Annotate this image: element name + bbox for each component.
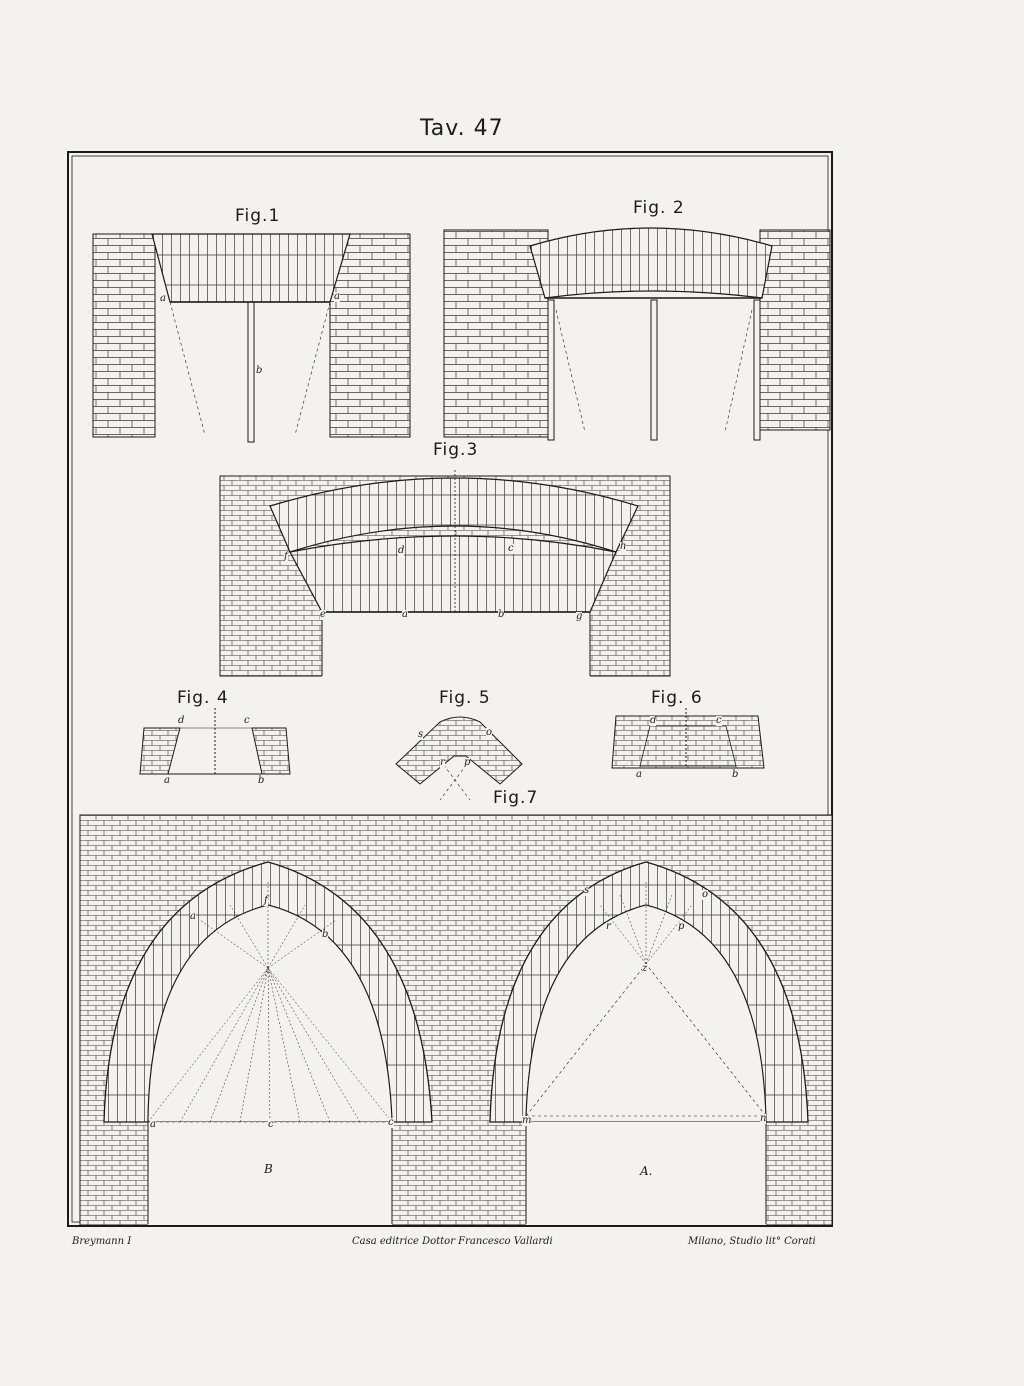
fig7-letter-z: z bbox=[642, 963, 648, 974]
footer-publisher: Casa editrice Dottor Francesco Vallardi bbox=[352, 1236, 553, 1247]
fig2-drawing bbox=[444, 228, 830, 440]
fig4-label: Fig. 4 bbox=[174, 688, 232, 708]
fig7-drawing bbox=[80, 815, 832, 1225]
fig4-letter-d: d bbox=[178, 715, 185, 726]
fig6-drawing bbox=[612, 704, 764, 768]
fig7-letter-c-right: c bbox=[388, 1117, 394, 1128]
fig6-letter-c: c bbox=[716, 715, 722, 726]
fig7-letter-a-lower: a bbox=[150, 1119, 156, 1130]
fig7-label: Fig.7 bbox=[490, 788, 541, 808]
fig4-letter-b: b bbox=[258, 775, 265, 786]
fig7-label-B: B bbox=[264, 1162, 273, 1176]
fig4-drawing bbox=[140, 704, 290, 774]
fig3-letter-c: c bbox=[508, 543, 514, 554]
fig1-label: Fig.1 bbox=[232, 206, 283, 226]
fig3-label: Fig.3 bbox=[430, 440, 481, 460]
fig7-letter-m: m bbox=[522, 1115, 532, 1126]
fig6-letter-b: b bbox=[732, 769, 739, 780]
fig5-letter-p: p bbox=[464, 757, 471, 768]
fig7-label-A: A. bbox=[640, 1164, 653, 1178]
fig3-drawing bbox=[220, 470, 670, 678]
fig6-letter-a: a bbox=[636, 769, 642, 780]
fig7-letter-r: r bbox=[606, 921, 611, 932]
fig1-letter-a-left: a bbox=[160, 293, 166, 304]
fig7-letter-p: p bbox=[678, 921, 685, 932]
fig3-letter-f: f bbox=[284, 551, 288, 562]
fig3-letter-b: b bbox=[498, 609, 505, 620]
fig5-label: Fig. 5 bbox=[436, 688, 494, 708]
fig1-letter-b: b bbox=[256, 365, 263, 376]
fig3-letter-e: e bbox=[320, 609, 326, 620]
fig4-letter-c: c bbox=[244, 715, 250, 726]
footer-author: Breymann I bbox=[72, 1236, 132, 1247]
fig3-letter-h: h bbox=[620, 541, 627, 552]
fig6-label: Fig. 6 bbox=[648, 688, 706, 708]
fig2-label: Fig. 2 bbox=[630, 198, 688, 218]
fig3-letter-g: g bbox=[576, 611, 583, 622]
fig7-letter-f: f bbox=[264, 895, 268, 906]
fig7-letter-b: b bbox=[322, 929, 329, 940]
fig5-letter-r: r bbox=[440, 757, 445, 768]
plate-title: Tav. 47 bbox=[420, 116, 504, 141]
fig1-drawing bbox=[93, 234, 410, 442]
fig4-letter-a: a bbox=[164, 775, 170, 786]
fig7-letter-n: n bbox=[760, 1113, 767, 1124]
fig5-letter-s: s bbox=[418, 729, 424, 740]
fig1-letter-a-right: a bbox=[334, 291, 340, 302]
fig6-letter-d: d bbox=[650, 715, 657, 726]
fig7-letter-a-upper: a bbox=[190, 911, 196, 922]
fig3-letter-a: a bbox=[402, 609, 408, 620]
fig3-letter-d: d bbox=[398, 545, 405, 556]
fig7-letter-s: s bbox=[584, 885, 590, 896]
footer-printer: Milano, Studio lit° Corati bbox=[688, 1236, 816, 1247]
fig7-letter-o: o bbox=[702, 889, 709, 900]
fig5-letter-o: o bbox=[486, 727, 493, 738]
fig7-letter-c-center: c bbox=[268, 1119, 274, 1130]
